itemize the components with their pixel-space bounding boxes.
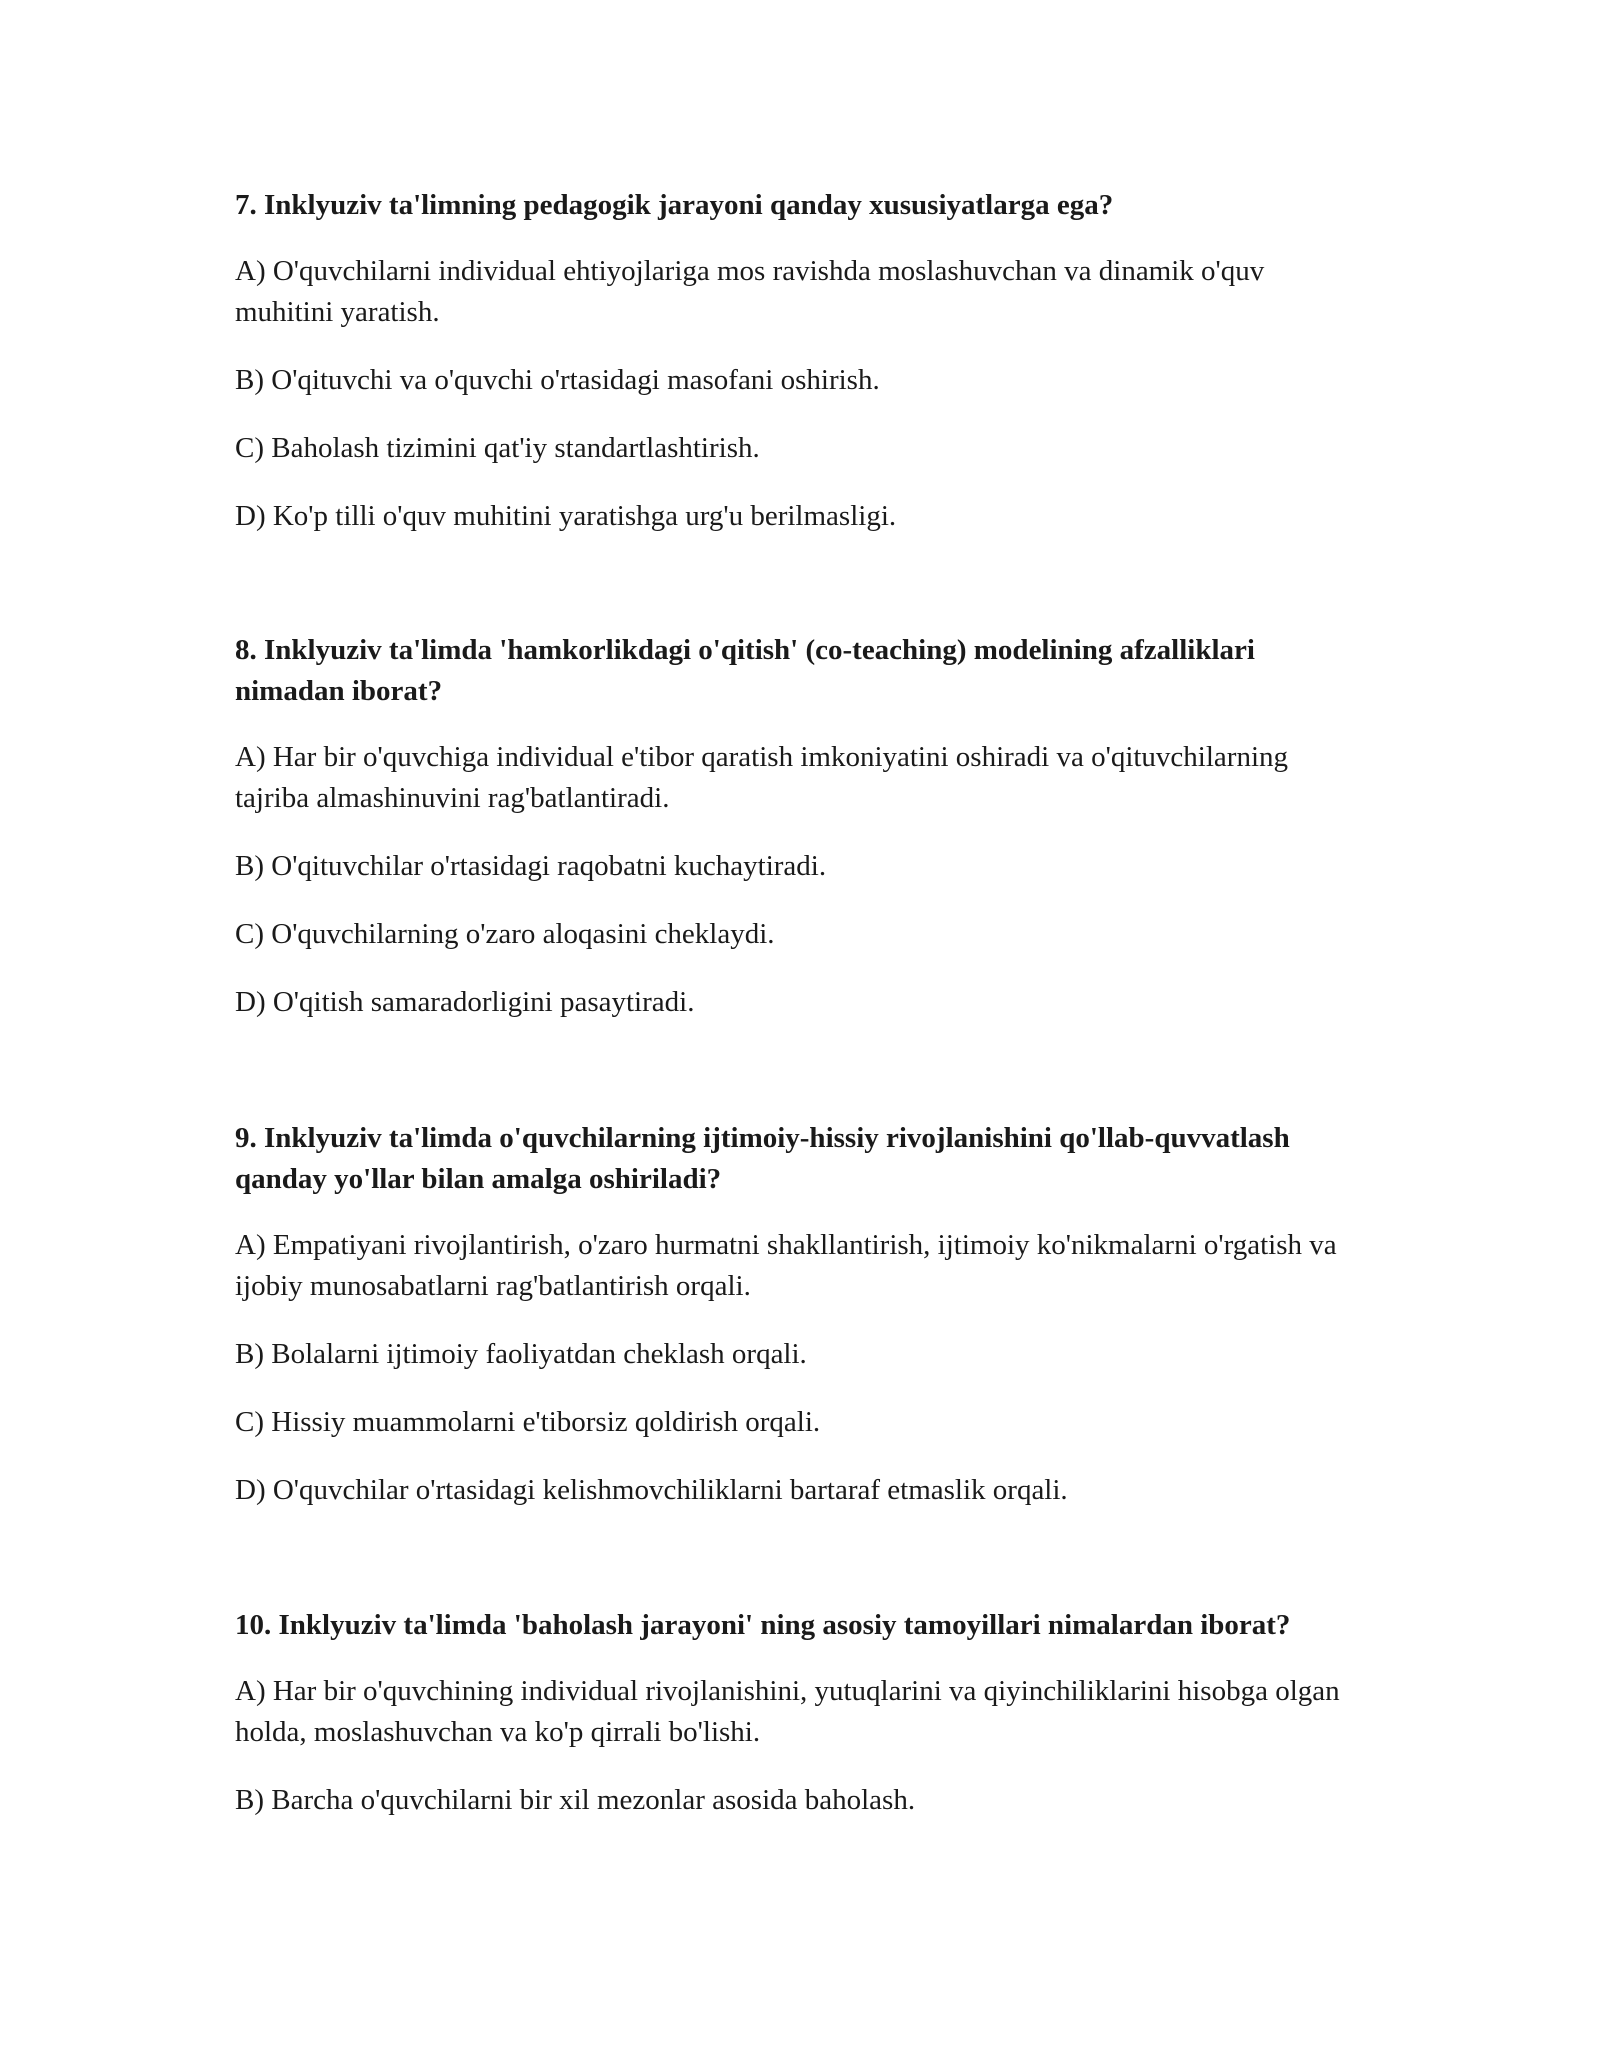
question-title: 9. Inklyuziv ta'limda o'quvchilarning ijtimoiy-hissiy rivojlanishini qo'llab-quvvatlash qanday yo'llar bilan amalga oshiriladi? <box>235 1122 1290 1195</box>
option-c: C) O'quvchilarning o'zaro aloqasini cheklaydi. <box>235 918 775 950</box>
option-d: D) Ko'p tilli o'quv muhitini yaratishga urg'u berilmasligi. <box>235 500 897 532</box>
question-10 <box>235 1605 1365 1848</box>
question-7 <box>235 185 1365 564</box>
option-b: B) O'qituvchi va o'quvchi o'rtasidagi masofani oshirish. <box>235 364 880 396</box>
option-b: B) Barcha o'quvchilarni bir xil mezonlar asosida baholash. <box>235 1784 916 1816</box>
question-title: 7. Inklyuziv ta'limning pedagogik jarayoni qanday xususiyatlarga ega? <box>235 189 1114 221</box>
option-a: A) O'quvchilarni individual ehtiyojlariga mos ravishda moslashuvchan va dinamik o'quv muhitini yaratish. <box>235 255 1265 328</box>
question-9 <box>235 1118 1365 1538</box>
option-d: D) O'quvchilar o'rtasidagi kelishmovchiliklarni bartaraf etmaslik orqali. <box>235 1474 1068 1506</box>
question-8 <box>235 630 1365 1050</box>
option-b: B) Bolalarni ijtimoiy faoliyatdan cheklash orqali. <box>235 1338 807 1370</box>
option-a: A) Har bir o'quvchining individual rivojlanishini, yutuqlarini va qiyinchiliklarini hisobga olgan holda, moslashuvchan va ko'p qirrali bo'lishi. <box>235 1675 1340 1748</box>
option-a: A) Har bir o'quvchiga individual e'tibor qaratish imkoniyatini oshiradi va o'qituvchilarning tajriba almashinuvini rag'batlantiradi. <box>235 741 1289 814</box>
option-c: C) Hissiy muammolarni e'tiborsiz qoldirish orqali. <box>235 1406 821 1438</box>
option-b: B) O'qituvchilar o'rtasidagi raqobatni kuchaytiradi. <box>235 850 827 882</box>
option-a: A) Empatiyani rivojlantirish, o'zaro hurmatni shakllantirish, ijtimoiy ko'nikmalarni o'rgatish va ijobiy munosabatlarni rag'batlantirish orqali. <box>235 1229 1337 1302</box>
option-d: D) O'qitish samaradorligini pasaytiradi. <box>235 986 695 1018</box>
question-title: 8. Inklyuziv ta'limda 'hamkorlikdagi o'qitish' (co-teaching) modelining afzalliklari nimadan iborat? <box>235 634 1255 707</box>
question-title: 10. Inklyuziv ta'limda 'baholash jarayoni' ning asosiy tamoyillari nimalardan iborat? <box>235 1609 1291 1641</box>
option-c: C) Baholash tizimini qat'iy standartlashtirish. <box>235 432 760 464</box>
